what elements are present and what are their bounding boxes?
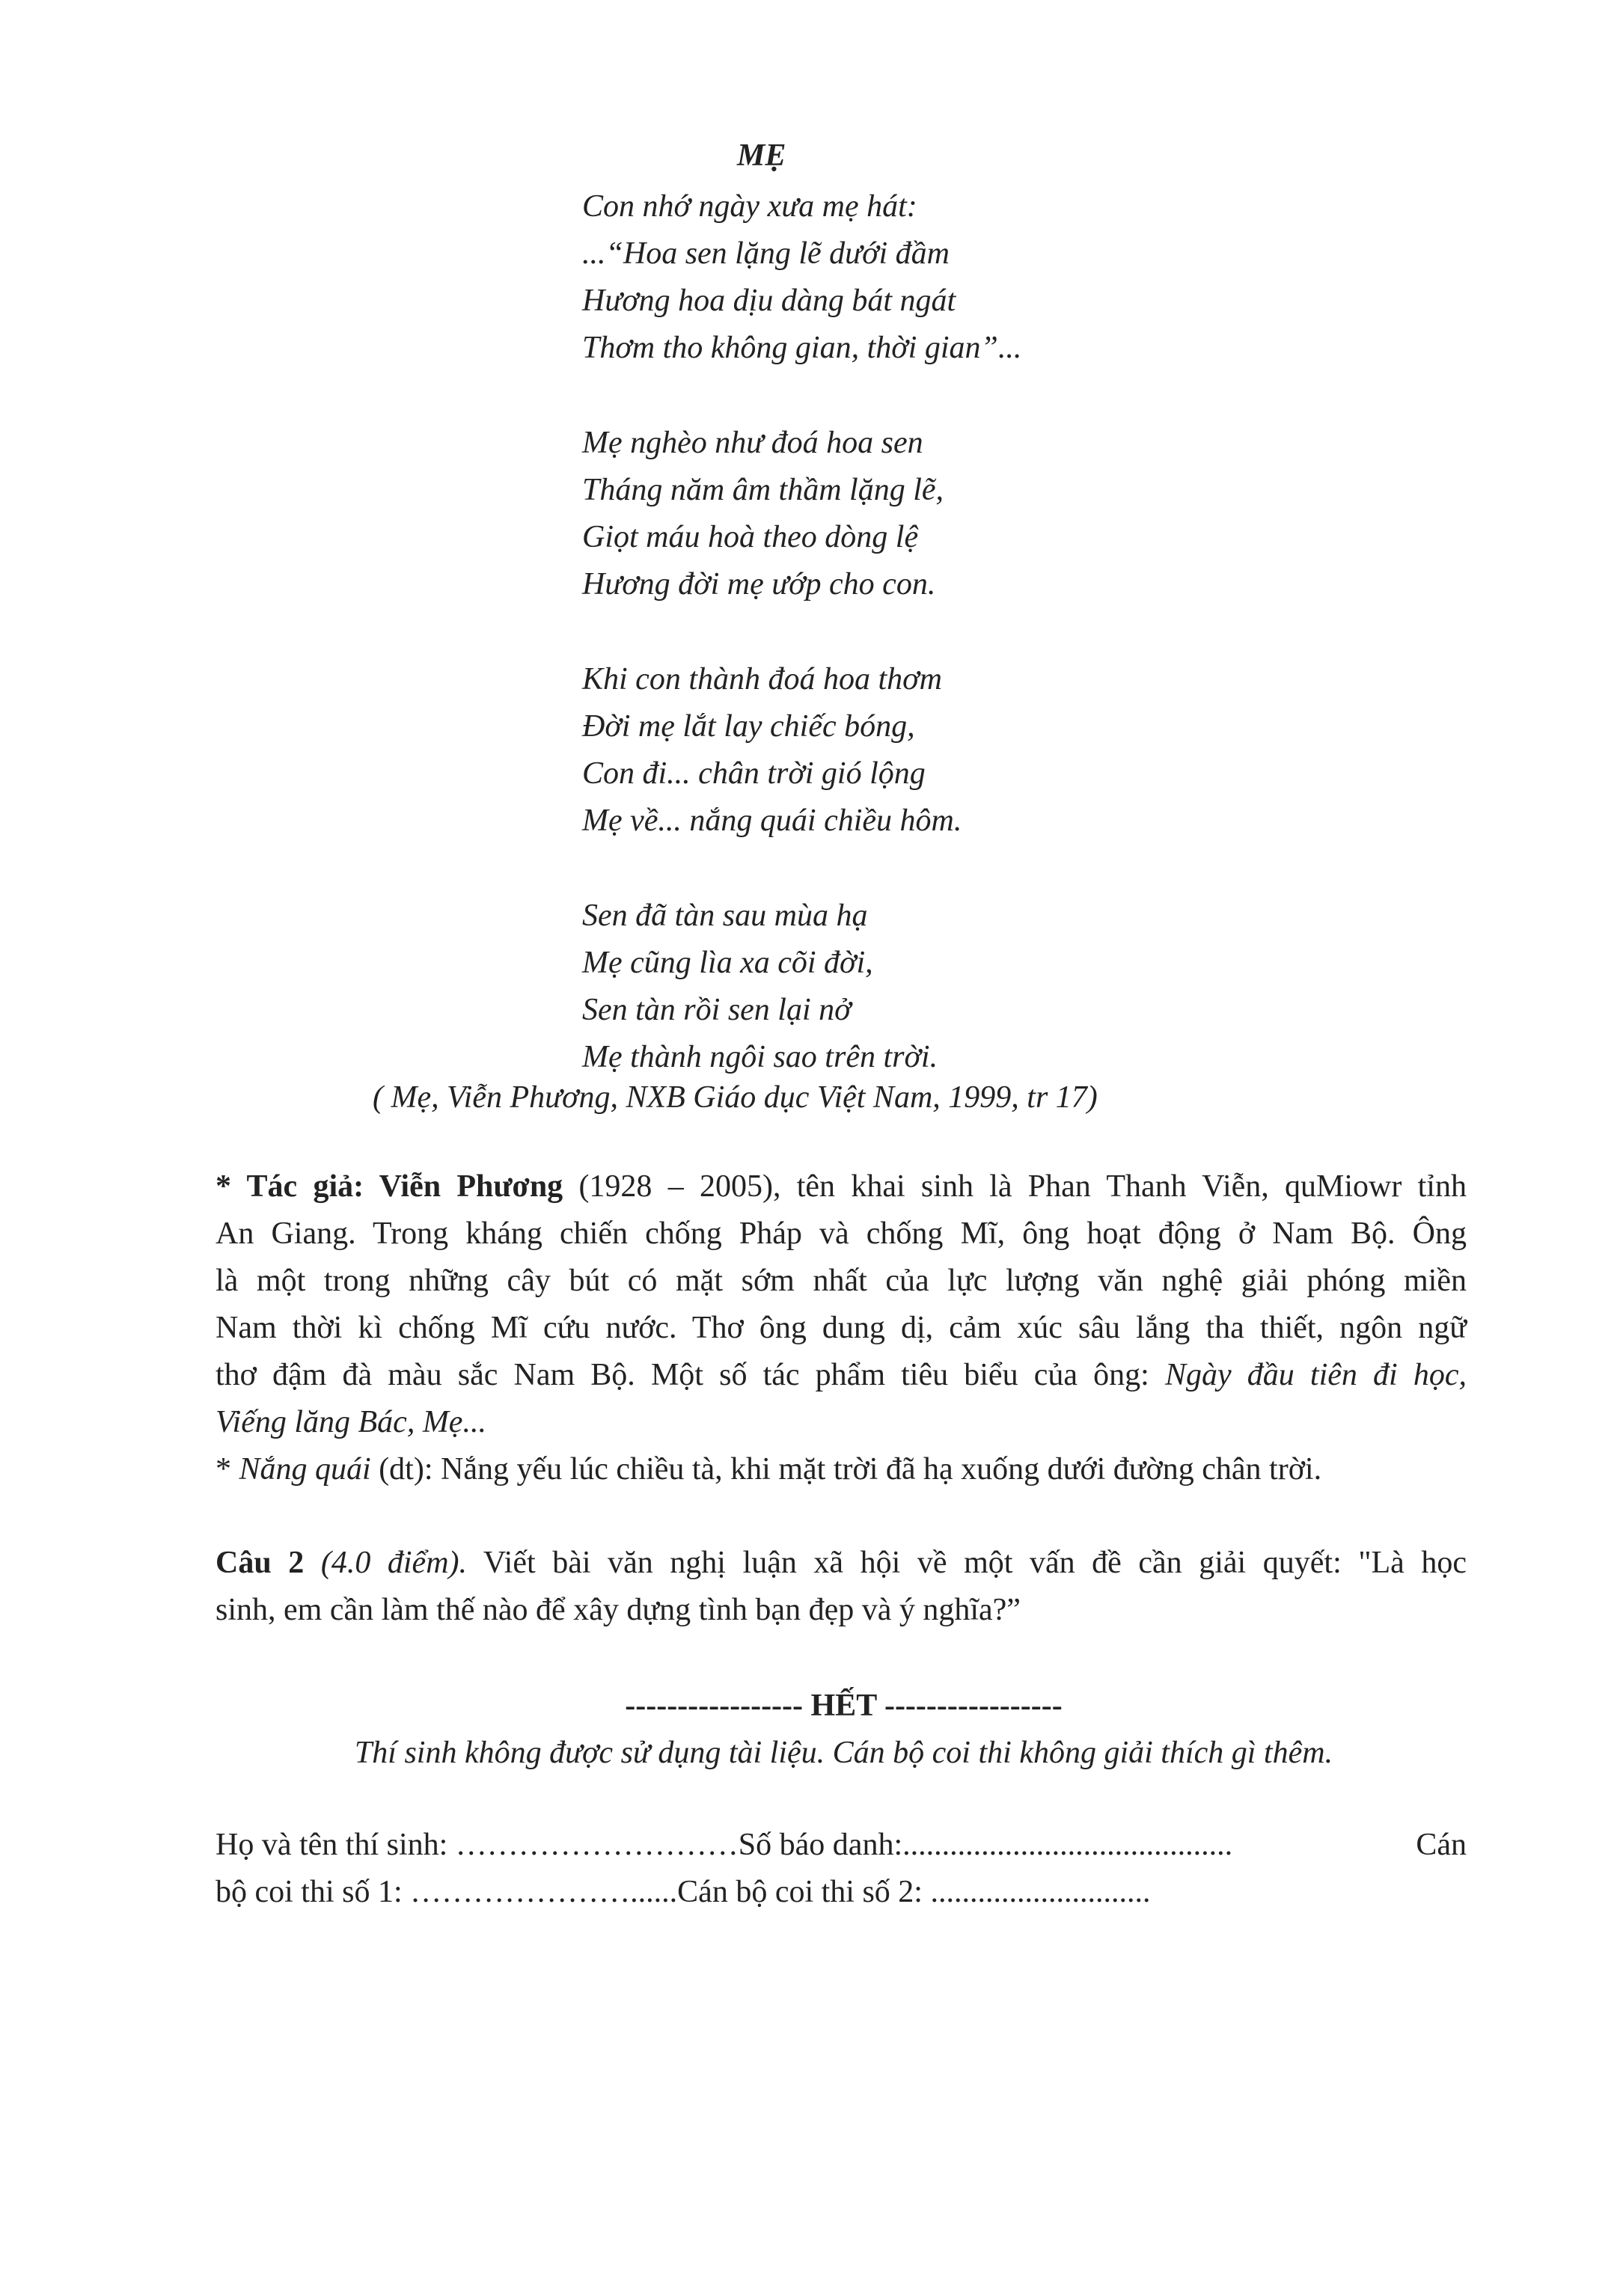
poem-stanza xyxy=(582,183,1330,372)
question-line: sinh, em cần làm thế nào để xây dựng tình bạn đẹp và ý nghĩa?” xyxy=(216,1593,1021,1627)
gloss-star: * xyxy=(216,1452,239,1487)
end-marker-text: ----------------- HẾT ----------------- xyxy=(625,1689,1063,1723)
poem-line: Mẹ về... nắng quái chiều hôm. xyxy=(582,803,962,838)
end-note xyxy=(0,1730,1623,1775)
question-2 xyxy=(216,1540,1467,1634)
gloss-note xyxy=(216,1446,1467,1493)
poem-line: Con đi... chân trời gió lộng xyxy=(582,756,926,791)
candidate-name-and-id-field: Họ và tên thí sinh: ………………………Số báo danh:.......................................... xyxy=(216,1828,1233,1862)
poem-line: Hương đời mẹ ướp cho con. xyxy=(582,567,936,601)
candidate-form-row xyxy=(216,1822,1467,1869)
poem-line: Con nhớ ngày xưa mẹ hát: xyxy=(582,189,917,224)
poem-stanza xyxy=(582,420,1330,608)
end-note-text: Thí sinh không được sử dụng tài liệu. Cán bộ coi thi không giải thích gì thêm. xyxy=(354,1736,1333,1770)
author-note-line: An Giang. Trong kháng chiến chống Pháp và chống Mĩ, ông hoạt động ở Nam Bộ. Ông xyxy=(216,1216,1467,1251)
author-note-line: là một trong những cây bút có mặt sớm nhất của lực lượng văn nghệ giải phóng miền xyxy=(216,1264,1467,1298)
poem-line: Thơm tho không gian, thời gian”... xyxy=(582,331,1022,365)
author-note-text: thơ đậm đà màu sắc Nam Bộ. Một số tác phẩm tiêu biểu của ông: xyxy=(216,1358,1165,1392)
poem-line: Mẹ cũng lìa xa cõi đời, xyxy=(582,946,873,980)
works-list: Ngày đầu tiên đi học, xyxy=(1164,1358,1467,1392)
poem-title: MẸ xyxy=(737,138,786,173)
question-label: Câu 2 xyxy=(216,1546,305,1580)
author-note-line: Nam thời kì chống Mĩ cứu nước. Thơ ông dung dị, cảm xúc sâu lắng tha thiết, ngôn ngữ xyxy=(216,1311,1467,1345)
poem-line: Tháng năm âm thầm lặng lẽ, xyxy=(582,473,944,507)
author-label: * Tác giả: Viễn Phương xyxy=(216,1169,563,1204)
notes-section xyxy=(216,1163,1467,1493)
poem-line: Đời mẹ lắt lay chiếc bóng, xyxy=(582,709,915,744)
gloss-definition: (dt): Nắng yếu lúc chiều tà, khi mặt trời đã hạ xuống dưới đường chân trời. xyxy=(370,1452,1322,1487)
question-text: Viết bài văn nghị luận xã hội về một vấn đề cần giải quyết: "Là học xyxy=(467,1546,1467,1580)
author-note-line xyxy=(216,1352,1467,1399)
poem-stanza xyxy=(582,656,1330,845)
poem-line: Mẹ nghèo như đoá hoa sen xyxy=(582,426,923,460)
proctor-fields: bộ coi thi số 1: …………………......Cán bộ coi thi số 2: ............................ xyxy=(216,1875,1151,1909)
question-line xyxy=(216,1540,1467,1587)
poem-body xyxy=(582,183,1330,1081)
poem-line: ...“Hoa sen lặng lẽ dưới đầm xyxy=(582,236,950,271)
proctor-label-start: Cán xyxy=(1416,1828,1467,1862)
poem-line: Giọt máu hoà theo dòng lệ xyxy=(582,520,919,554)
poem-line: Sen đã tàn sau mùa hạ xyxy=(582,898,868,933)
works-list-continued: Viếng lăng Bác, Mẹ... xyxy=(216,1405,486,1439)
poem-line: Mẹ thành ngôi sao trên trời. xyxy=(582,1040,938,1074)
end-marker xyxy=(0,1683,1623,1728)
candidate-form-row xyxy=(216,1869,1467,1916)
question-points: (4.0 điểm). xyxy=(304,1546,468,1580)
candidate-form xyxy=(216,1822,1467,1916)
author-note-line xyxy=(216,1163,1467,1210)
poem-source: ( Mẹ, Viễn Phương, NXB Giáo dục Việt Nam, 1999, tr 17) xyxy=(373,1080,1098,1115)
poem-line: Hương hoa dịu dàng bát ngát xyxy=(582,284,956,318)
poem-line: Sen tàn rồi sen lại nở xyxy=(582,993,852,1027)
poem-stanza xyxy=(582,893,1330,1081)
poem-line: Khi con thành đoá hoa thơm xyxy=(582,662,942,697)
author-note-text: (1928 – 2005), tên khai sinh là Phan Thanh Viễn, quMiowr tỉnh xyxy=(563,1169,1467,1204)
gloss-term: Nắng quái xyxy=(239,1452,371,1487)
